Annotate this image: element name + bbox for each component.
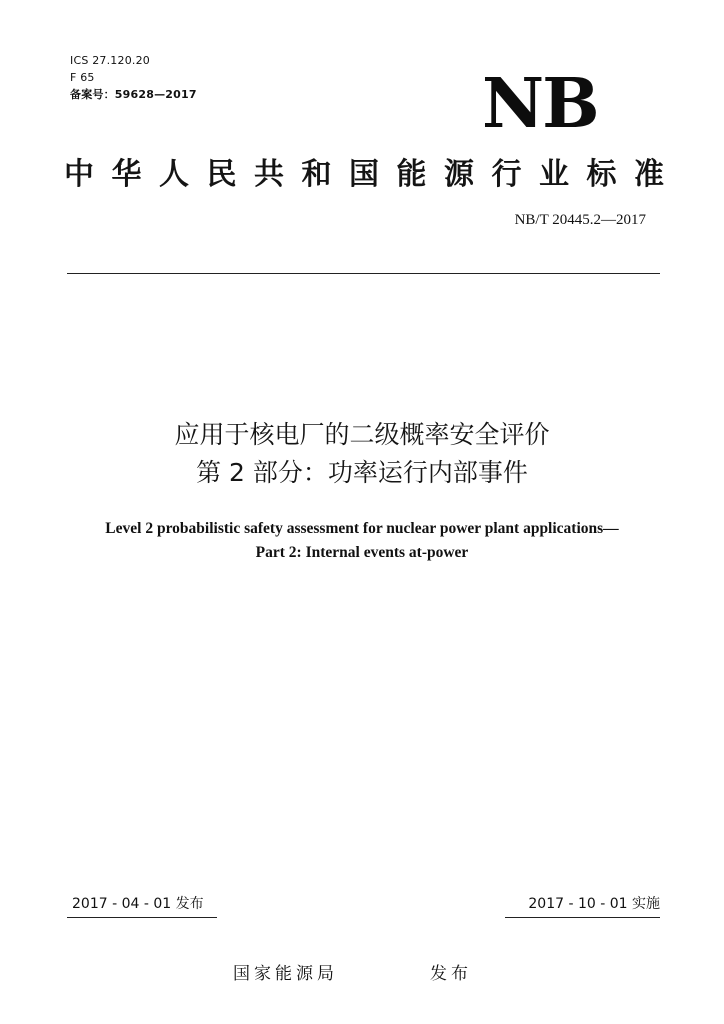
industry-title-char: 准 — [634, 157, 664, 192]
nb-logo: NB — [482, 64, 598, 144]
industry-title-char: 华 — [111, 157, 142, 192]
implement-date-underline — [505, 917, 660, 918]
cn-title-line-2: 第 2 部分：功率运行内部事件 — [196, 458, 528, 487]
implement-date: 2017 - 10 - 01 实施 — [528, 896, 660, 912]
industry-title-char: 标 — [586, 157, 617, 192]
en-title-line-1: Level 2 probabilistic safety assessment for nuclear power plant applications— — [105, 520, 619, 537]
cn-title-line-1: 应用于核电厂的二级概率安全评价 — [174, 420, 550, 449]
filing-number: 备案号：59628—2017 — [70, 88, 197, 101]
ccs-code: F 65 — [70, 71, 95, 84]
industry-title-char: 中 — [64, 157, 94, 192]
ics-code: ICS 27.120.20 — [70, 54, 150, 67]
industry-title-char: 人 — [159, 157, 189, 192]
industry-standard-title — [64, 146, 664, 196]
industry-title-char: 能 — [396, 157, 427, 192]
industry-title-char: 行 — [491, 157, 522, 192]
en-title-line-2: Part 2: Internal events at-power — [255, 544, 469, 561]
industry-title-char: 共 — [254, 157, 284, 192]
industry-title-char: 民 — [206, 157, 237, 192]
industry-title-char: 和 — [301, 157, 332, 192]
industry-title-char: 源 — [444, 157, 474, 192]
industry-title-char: 业 — [539, 157, 569, 192]
publish-date: 2017 - 04 - 01 发布 — [72, 896, 204, 912]
issuing-agency: 国家能源局 — [233, 964, 338, 984]
industry-title-char: 国 — [349, 157, 379, 192]
publish-date-underline — [67, 917, 217, 918]
standard-number: NB/T 20445.2—2017 — [514, 212, 646, 228]
issue-action: 发布 — [430, 964, 472, 984]
header-divider — [67, 273, 660, 274]
